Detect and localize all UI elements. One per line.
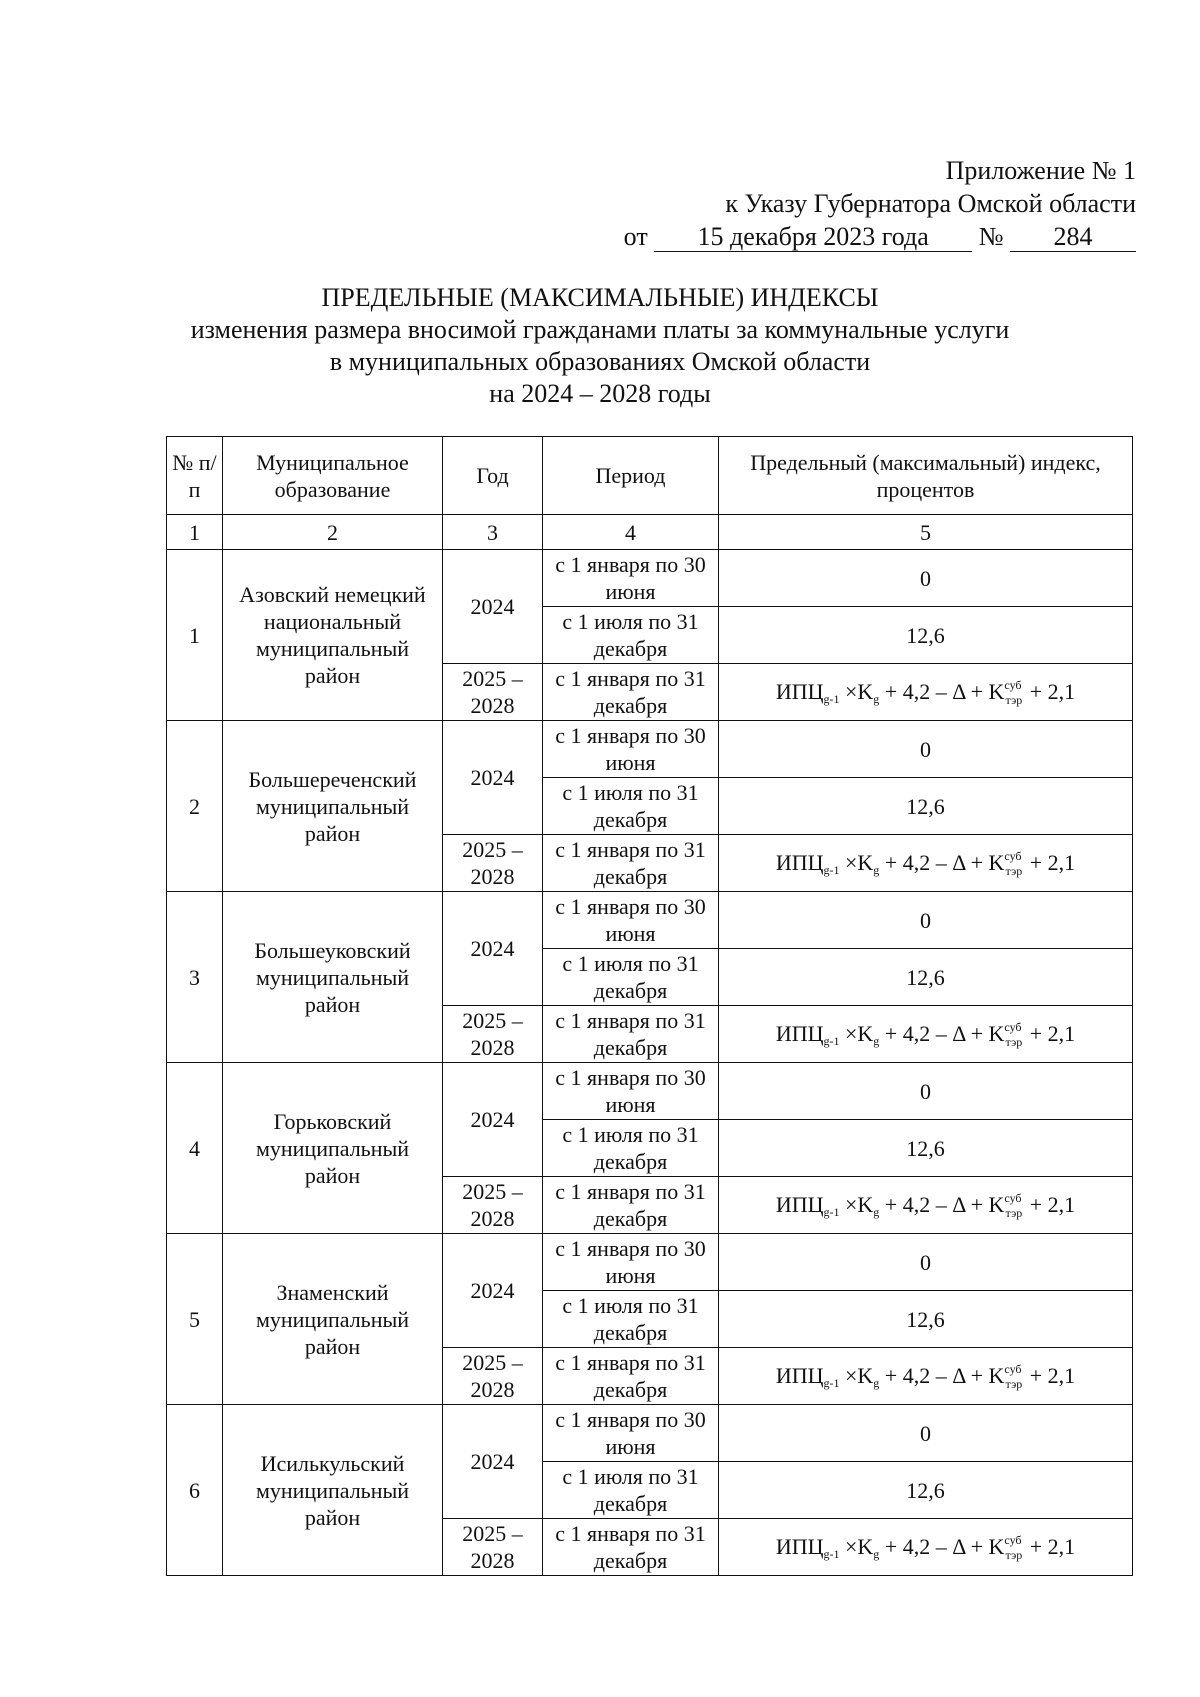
formula-part: ИПЦ [775, 1191, 824, 1217]
period-cell: с 1 июля по 31 декабря [543, 607, 719, 664]
from-label: от [623, 222, 648, 251]
index-value: 0 [719, 1063, 1133, 1120]
column-number-row [167, 515, 1133, 550]
formula-part: g [873, 1375, 880, 1390]
formula-part: + 2,1 [1024, 678, 1076, 704]
formula-part: суб [1004, 848, 1022, 863]
row-number: 1 [167, 550, 223, 721]
index-value: 12,6 [719, 1291, 1133, 1348]
row-number: 2 [167, 721, 223, 892]
formula-part: + 4,2 – Δ + K [879, 1020, 1005, 1046]
index-value: 0 [719, 550, 1133, 607]
formula-part: ИПЦ [775, 1362, 824, 1388]
formula-part: ×K [839, 1191, 874, 1217]
heading-subtitle-3: на 2024 – 2028 годы [489, 379, 711, 408]
formula-part: g [873, 1033, 880, 1048]
municipality-name: Знаменский муниципальный район [223, 1234, 443, 1405]
year-cell: 2024 [443, 1405, 543, 1519]
period-cell: с 1 января по 31 декабря [543, 1006, 719, 1063]
period-cell: с 1 января по 30 июня [543, 1063, 719, 1120]
formula-part: + 2,1 [1024, 1362, 1076, 1388]
row-number: 5 [167, 1234, 223, 1405]
year-range-cell: 2025 – 2028 [443, 835, 543, 892]
index-value: 0 [719, 721, 1133, 778]
municipality-name: Большеуковский муниципальный район [223, 892, 443, 1063]
formula-part: ИПЦ [775, 1020, 824, 1046]
index-formula [775, 677, 1076, 707]
index-value: 0 [719, 892, 1133, 949]
period-cell: с 1 января по 31 декабря [543, 835, 719, 892]
formula-part: + 2,1 [1024, 849, 1076, 875]
column-number: 3 [443, 515, 543, 550]
table-row [167, 1063, 1133, 1120]
formula-part: тэр [1005, 1034, 1023, 1049]
appendix-block [624, 154, 1136, 253]
formula-part: + 4,2 – Δ + K [879, 1191, 1005, 1217]
formula-part: тэр [1005, 1205, 1023, 1220]
period-cell: с 1 января по 31 декабря [543, 1519, 719, 1576]
period-cell: с 1 июля по 31 декабря [543, 949, 719, 1006]
table-row [167, 892, 1133, 949]
table-row [167, 550, 1133, 607]
year-range-cell: 2025 – 2028 [443, 664, 543, 721]
heading-subtitle-1: изменения размера вносимой гражданами платы за коммунальные услуги [190, 315, 1010, 344]
table-row [167, 1234, 1133, 1291]
period-cell: с 1 января по 30 июня [543, 1234, 719, 1291]
municipality-name: Исилькульский муниципальный район [223, 1405, 443, 1576]
index-value: 12,6 [719, 949, 1133, 1006]
index-value: 12,6 [719, 778, 1133, 835]
formula-part: ×K [839, 1533, 874, 1559]
year-range-cell: 2025 – 2028 [443, 1519, 543, 1576]
header-cell: Период [543, 437, 719, 515]
formula-cell [719, 1519, 1133, 1576]
index-value: 0 [719, 1234, 1133, 1291]
header-cell: Муниципальное образование [223, 437, 443, 515]
year-range-cell: 2025 – 2028 [443, 1177, 543, 1234]
index-formula [775, 1190, 1076, 1220]
year-range-cell: 2025 – 2028 [443, 1006, 543, 1063]
formula-part: ×K [839, 678, 874, 704]
formula-cell [719, 1348, 1133, 1405]
period-cell: с 1 января по 30 июня [543, 892, 719, 949]
row-number: 4 [167, 1063, 223, 1234]
formula-part: g-1 [823, 1375, 840, 1390]
formula-part: тэр [1005, 692, 1023, 707]
municipality-name: Азовский немецкий национальный муниципальный район [223, 550, 443, 721]
decree-date: 15 декабря 2023 года [654, 223, 972, 252]
formula-part: g [873, 862, 880, 877]
formula-part: g-1 [823, 1546, 840, 1561]
formula-part: g-1 [823, 1033, 840, 1048]
period-cell: с 1 июля по 31 декабря [543, 778, 719, 835]
table-row [167, 1405, 1133, 1462]
formula-cell [719, 664, 1133, 721]
formula-part: + 2,1 [1024, 1020, 1076, 1046]
formula-part: g-1 [823, 691, 840, 706]
formula-part: ×K [839, 1362, 874, 1388]
index-formula [775, 1361, 1076, 1391]
municipality-name: Горьковский муниципальный район [223, 1063, 443, 1234]
year-cell: 2024 [443, 892, 543, 1006]
index-value: 0 [719, 1405, 1133, 1462]
municipality-name: Большереченский муниципальный район [223, 721, 443, 892]
row-number: 3 [167, 892, 223, 1063]
index-formula [775, 848, 1076, 878]
formula-part: ИПЦ [775, 849, 824, 875]
formula-part: + 2,1 [1024, 1533, 1076, 1559]
formula-cell [719, 835, 1133, 892]
header-row [167, 437, 1133, 515]
indices-table [166, 436, 1133, 1576]
formula-part: g [873, 691, 880, 706]
appendix-decree-ref: к Указу Губернатора Омской области [725, 189, 1136, 218]
document-heading [0, 282, 1200, 410]
formula-part: суб [1004, 1190, 1022, 1205]
formula-part: g-1 [823, 862, 840, 877]
formula-part: тэр [1005, 1376, 1023, 1391]
index-value: 12,6 [719, 1120, 1133, 1177]
appendix-date-line [624, 220, 1136, 253]
index-value: 12,6 [719, 1462, 1133, 1519]
row-number: 6 [167, 1405, 223, 1576]
year-cell: 2024 [443, 550, 543, 664]
formula-part: суб [1004, 677, 1022, 692]
header-cell: Предельный (максимальный) индекс, процентов [719, 437, 1133, 515]
formula-part: ×K [839, 849, 874, 875]
formula-part: ×K [839, 1020, 874, 1046]
period-cell: с 1 июля по 31 декабря [543, 1291, 719, 1348]
period-cell: с 1 июля по 31 декабря [543, 1120, 719, 1177]
number-label: № [978, 222, 1004, 251]
formula-part: + 4,2 – Δ + K [879, 678, 1005, 704]
formula-part: g [873, 1546, 880, 1561]
column-number: 4 [543, 515, 719, 550]
period-cell: с 1 января по 30 июня [543, 550, 719, 607]
period-cell: с 1 января по 31 декабря [543, 1348, 719, 1405]
year-cell: 2024 [443, 721, 543, 835]
formula-part: суб [1004, 1019, 1022, 1034]
formula-part: + 4,2 – Δ + K [879, 1533, 1005, 1559]
formula-part: тэр [1005, 1547, 1023, 1562]
formula-part: суб [1004, 1361, 1022, 1376]
index-formula [775, 1532, 1076, 1562]
column-number: 2 [223, 515, 443, 550]
formula-cell [719, 1006, 1133, 1063]
header-cell: Год [443, 437, 543, 515]
formula-part: g-1 [823, 1204, 840, 1219]
index-formula [775, 1019, 1076, 1049]
period-cell: с 1 января по 30 июня [543, 1405, 719, 1462]
column-number: 1 [167, 515, 223, 550]
table-row [167, 721, 1133, 778]
heading-title: ПРЕДЕЛЬНЫЕ (МАКСИМАЛЬНЫЕ) ИНДЕКСЫ [321, 283, 879, 312]
header-cell: № п/п [167, 437, 223, 515]
period-cell: с 1 января по 31 декабря [543, 1177, 719, 1234]
formula-part: + 2,1 [1024, 1191, 1076, 1217]
appendix-title: Приложение № 1 [945, 156, 1136, 185]
year-cell: 2024 [443, 1234, 543, 1348]
period-cell: с 1 января по 31 декабря [543, 664, 719, 721]
formula-part: + 4,2 – Δ + K [879, 1362, 1005, 1388]
formula-part: тэр [1005, 863, 1023, 878]
index-value: 12,6 [719, 607, 1133, 664]
formula-part: ИПЦ [775, 1533, 824, 1559]
heading-subtitle-2: в муниципальных образованиях Омской области [329, 347, 871, 376]
period-cell: с 1 июля по 31 декабря [543, 1462, 719, 1519]
formula-cell [719, 1177, 1133, 1234]
decree-number: 284 [1010, 223, 1136, 252]
formula-part: суб [1004, 1532, 1022, 1547]
year-range-cell: 2025 – 2028 [443, 1348, 543, 1405]
formula-part: ИПЦ [775, 678, 824, 704]
table-body [167, 550, 1133, 1576]
year-cell: 2024 [443, 1063, 543, 1177]
formula-part: + 4,2 – Δ + K [879, 849, 1005, 875]
period-cell: с 1 января по 30 июня [543, 721, 719, 778]
formula-part: g [873, 1204, 880, 1219]
column-number: 5 [719, 515, 1133, 550]
